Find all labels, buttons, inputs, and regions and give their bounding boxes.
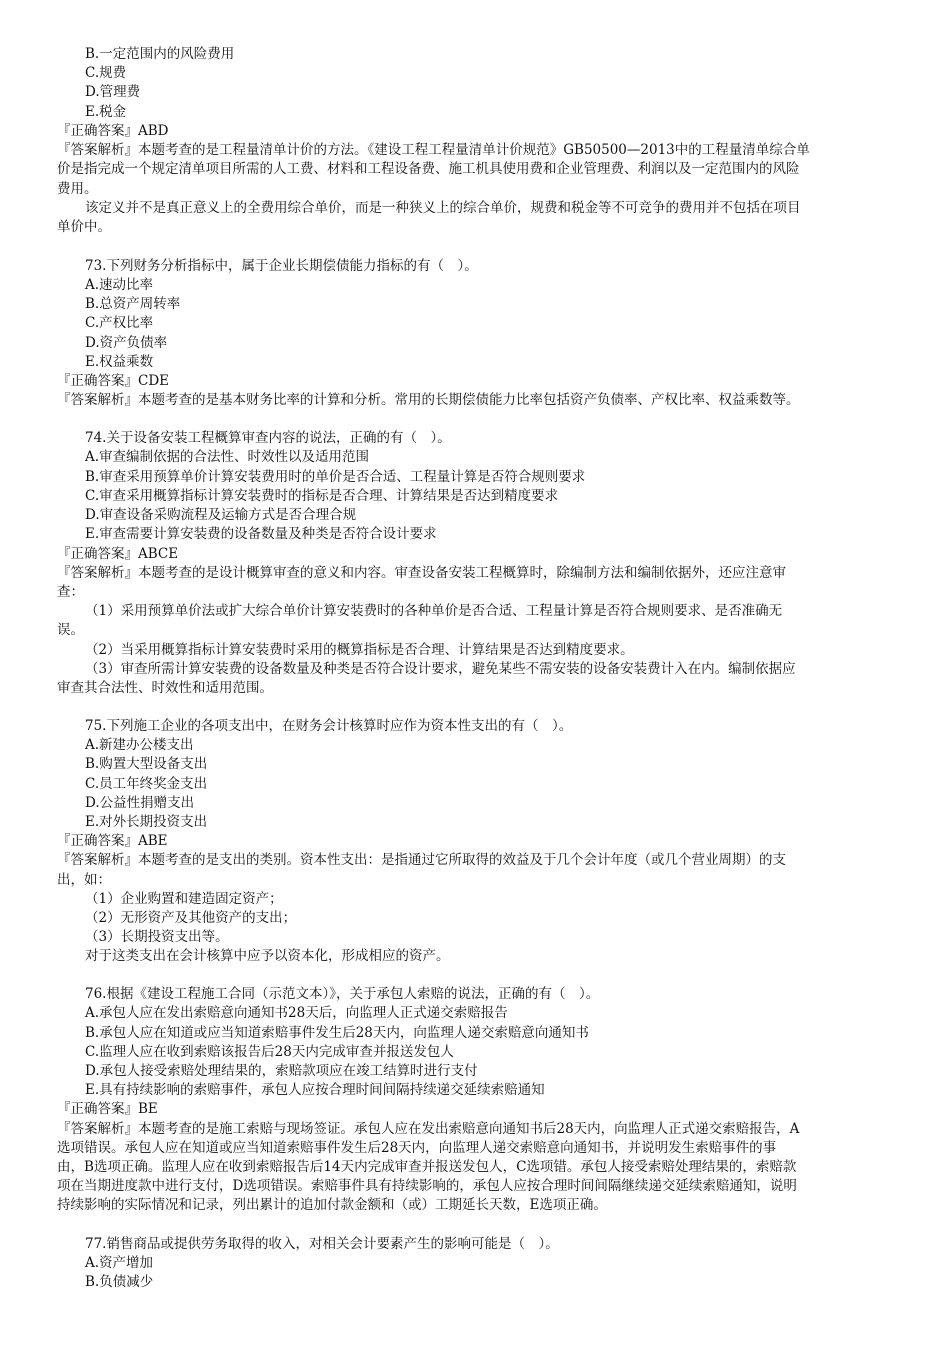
answer-analysis-line: 由，B选项正确。监理人应在收到索赔报告后14天内完成审查并报送发包人，C选项错。承包人接受索赔处理结果的，索赔款: [57, 1159, 797, 1175]
answer-analysis-line: 出，如：: [57, 872, 111, 888]
option-e: E.对外长期投资支出: [85, 814, 208, 830]
analysis-note-line: 对于这类支出在会计核算中应予以资本化，形成相应的资产。: [85, 948, 450, 964]
question-stem-75: 75.下列施工企业的各项支出中，在财务会计核算时应作为资本性支出的有（ ）。: [85, 718, 573, 734]
option-d: D.资产负债率: [85, 335, 168, 351]
option-d: D.承包人接受索赔处理结果的，索赔款项应在竣工结算时进行支付: [85, 1063, 478, 1079]
answer-analysis-line: 『答案解析』本题考查的是基本财务比率的计算和分析。常用的长期偿债能力比率包括资产负债率、产权比率、权益乘数等。: [57, 392, 800, 408]
answer-analysis-line: 项在当期进度款中进行支付，D选项错误。索赔事件具有持续影响的，承包人应按合理时间间隔继续递交延续索赔通知，说明: [57, 1178, 797, 1194]
answer-analysis-line: 『答案解析』本题考查的是施工索赔与现场签证。承包人应在发出索赔意向通知书后28天内，向监理人正式递交索赔报告，A: [57, 1121, 800, 1137]
option-c: C.监理人应在收到索赔该报告后28天内完成审查并报送发包人: [85, 1044, 454, 1060]
option-e: E.权益乘数: [85, 354, 154, 370]
option-b: B.一定范围内的风险费用: [85, 46, 235, 62]
analysis-point-line: （2）当采用概算指标计算安装费时采用的概算指标是否合理、计算结果是否达到精度要求。: [85, 642, 634, 658]
answer-analysis-line: 『答案解析』本题考查的是设计概算审查的意义和内容。审查设备安装工程概算时，除编制方法和编制依据外，还应注意审: [57, 565, 786, 581]
analysis-point-line: 误。: [57, 622, 84, 638]
option-b: B.总资产周转率: [85, 296, 181, 312]
option-a: A.速动比率: [85, 277, 154, 293]
option-a: A.资产增加: [85, 1255, 154, 1271]
correct-answer: 『正确答案』BE: [57, 1101, 158, 1117]
option-e: E.审查需要计算安装费的设备数量及种类是否符合设计要求: [85, 526, 437, 542]
correct-answer: 『正确答案』ABD: [57, 123, 169, 139]
answer-analysis-line: 持续影响的实际情况和记录，列出累计的追加付款金额和（或）工期延长天数，E选项正确。: [57, 1197, 607, 1213]
question-stem-76: 76.根据《建设工程施工合同（示范文本）》，关于承包人索赔的说法，正确的有（ ）。: [85, 986, 600, 1002]
question-stem-77: 77.销售商品或提供劳务取得的收入，对相关会计要素产生的影响可能是（ ）。: [85, 1236, 559, 1252]
question-stem-74: 74.关于设备安装工程概算审查内容的说法，正确的有（ ）。: [85, 430, 451, 446]
option-d: D.管理费: [85, 84, 141, 100]
correct-answer: 『正确答案』ABCE: [57, 546, 179, 562]
correct-answer: 『正确答案』CDE: [57, 373, 170, 389]
analysis-note-line: 单价中。: [57, 219, 111, 235]
answer-analysis-line: 价是指完成一个规定清单项目所需的人工费、材料和工程设备费、施工机具使用费和企业管理费、利润以及一定范围内的风险: [57, 161, 800, 177]
option-b: B.审查采用预算单价计算安装费用时的单价是否合适、工程量计算是否符合规则要求: [85, 469, 586, 485]
answer-analysis-line: 查：: [57, 584, 84, 600]
option-d: D.公益性捐赠支出: [85, 795, 195, 811]
option-c: C.产权比率: [85, 315, 154, 331]
answer-analysis-line: 选项错误。承包人应在知道或应当知道索赔事件发生后28天内，向监理人递交索赔意向通知书，并说明发生索赔事件的事: [57, 1140, 777, 1156]
analysis-point-line: （1）采用预算单价法或扩大综合单价计算安装费时的各种单价是否合适、工程量计算是否符合规则要求、是否准确无: [85, 603, 783, 619]
analysis-point-line: （2）无形资产及其他资产的支出；: [85, 910, 297, 926]
option-c: C.审查采用概算指标计算安装费时的指标是否合理、计算结果是否达到精度要求: [85, 488, 559, 504]
option-a: A.新建办公楼支出: [85, 737, 194, 753]
option-a: A.承包人应在发出索赔意向通知书28天后，向监理人正式递交索赔报告: [85, 1005, 508, 1021]
analysis-point-line: （3）长期投资支出等。: [85, 929, 229, 945]
option-e: E.税金: [85, 104, 127, 120]
option-b: B.负债减少: [85, 1274, 154, 1290]
correct-answer: 『正确答案』ABE: [57, 833, 168, 849]
option-e: E.具有持续影响的索赔事件，承包人应按合理时间间隔持续递交延续索赔通知: [85, 1082, 545, 1098]
option-b: B.购置大型设备支出: [85, 756, 208, 772]
option-b: B.承包人应在知道或应当知道索赔事件发生后28天内，向监理人递交索赔意向通知书: [85, 1025, 589, 1041]
answer-analysis-line: 『答案解析』本题考查的是工程量清单计价的方法。《建设工程工程量清单计价规范》GB50500—2013中的工程量清单综合单: [57, 142, 810, 158]
analysis-point-line: 审查其合法性、时效性和适用范围。: [57, 680, 273, 696]
question-stem-73: 73.下列财务分析指标中，属于企业长期偿债能力指标的有（ ）。: [85, 258, 478, 274]
option-c: C.员工年终奖金支出: [85, 776, 208, 792]
analysis-note-line: 该定义并不是真正意义上的全费用综合单价，而是一种狭义上的综合单价，规费和税金等不可竞争的费用并不包括在项目: [85, 200, 801, 216]
answer-analysis-line: 费用。: [57, 181, 98, 197]
option-c: C.规费: [85, 65, 127, 81]
option-d: D.审查设备采购流程及运输方式是否合理合规: [85, 507, 357, 523]
analysis-point-line: （1）企业购置和建造固定资产；: [85, 891, 283, 907]
option-a: A.审查编制依据的合法性、时效性以及适用范围: [85, 449, 370, 465]
answer-analysis-line: 『答案解析』本题考查的是支出的类别。资本性支出：是指通过它所取得的效益及于几个会计年度（或几个营业周期）的支: [57, 852, 786, 868]
analysis-point-line: （3）审查所需计算安装费的设备数量及种类是否符合设计要求，避免某些不需安装的设备安装费计入在内。编制依据应: [85, 661, 796, 677]
